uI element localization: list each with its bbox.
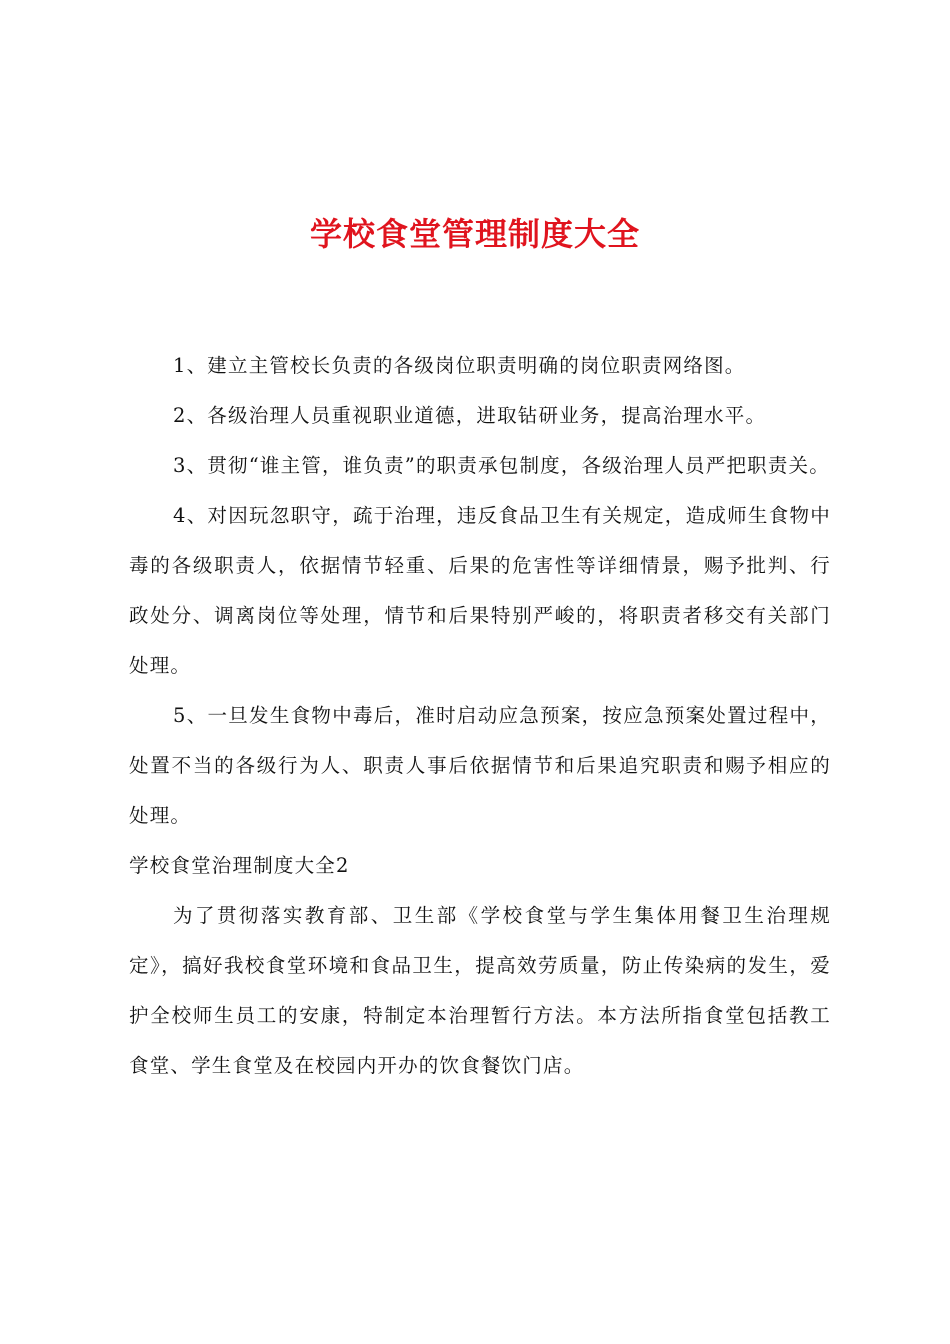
paragraph-1: 1、建立主管校长负责的各级岗位职责明确的岗位职责网络图。 [173,354,746,377]
paragraph-3: 3、贯彻“谁主管，谁负责”的职责承包制度，各级治理人员严把职责关。 [173,454,830,477]
section-paragraph-1: 为了贯彻落实教育部、卫生部《学校食堂与学生集体用餐卫生治理规定》，搞好我校食堂环境和食品卫生，提高效劳质量，防止传染病的发生，爱护全校师生员工的安康，特制定本治理暂行方法。本方法所指食堂包括教工食堂、学生食堂及在校园内开办的饮食餐饮门店。 [129,904,831,1077]
paragraph-2: 2、各级治理人员重视职业道德，进取钻研业务，提高治理水平。 [173,404,767,427]
paragraph-4: 4、对因玩忽职守，疏于治理，违反食品卫生有关规定，造成师生食物中毒的各级职责人，依据情节轻重、后果的危害性等详细情景，赐予批判、行政处分、调离岗位等处理，情节和后果特别严峻的，将职责者移交有关部门处理。 [129,504,831,677]
document-title: 学校食堂管理制度大全 [309,215,640,253]
paragraph-5: 5、一旦发生食物中毒后，准时启动应急预案，按应急预案处置过程中，处置不当的各级行为人、职责人事后依据情节和后果追究职责和赐予相应的处理。 [129,704,831,827]
section-heading: 学校食堂治理制度大全2 [129,854,350,877]
document-body [129,341,831,1091]
